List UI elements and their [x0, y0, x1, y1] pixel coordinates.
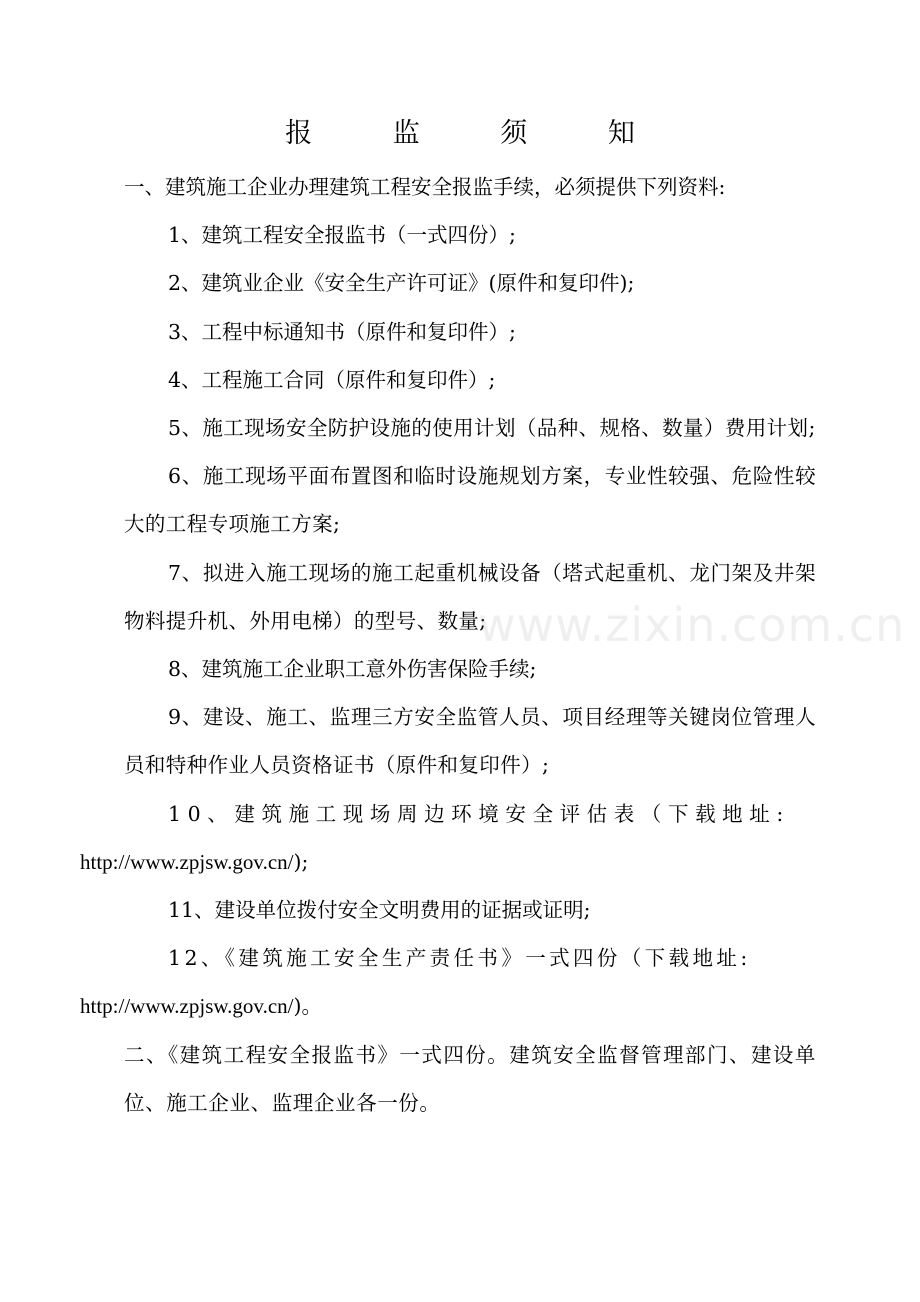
list-item-12-tail: )。 [293, 994, 322, 1019]
list-item-12-url: http://www.zpjsw.gov.cn/ [80, 994, 294, 1019]
section-one-heading: 一、建筑施工企业办理建筑工程安全报监手续，必须提供下列资料: [124, 175, 726, 199]
page-title: 报 监 须 知 [285, 118, 671, 149]
list-item-9: 9、建设、施工、监理三方安全监管人员、项目经理等关键岗位管理人员和特种作业人员资格证书（原件和复印件）; [124, 705, 816, 778]
list-item-10-url: http://www.zpjsw.gov.cn/ [80, 849, 294, 874]
list-item-10 [80, 790, 816, 886]
section-two-heading: 二、《建筑工程安全报监书》一式四份。建筑安全监督管理部门、建设单位、施工企业、监理企业各一份。 [124, 1042, 816, 1115]
list-item-11: 11、建设单位拨付安全文明费用的证据或证明; [168, 898, 591, 923]
list-item-7: 7、拟进入施工现场的施工起重机械设备（塔式起重机、龙门架及井架物料提升机、外用电梯）的型号、数量; [124, 560, 816, 633]
list-item-10-tail: ); [293, 849, 309, 874]
list-item-3: 3、工程中标通知书（原件和复印件）; [168, 319, 516, 344]
list-item-12-text: 12、《建筑施工安全生产责任书》一式四份（下载地址: [168, 946, 751, 971]
document-body [80, 163, 816, 1127]
list-item-4: 4、工程施工合同（原件和复印件）; [168, 367, 496, 392]
list-item-12 [80, 934, 816, 1030]
list-item-1: 1、建筑工程安全报监书（一式四份）; [168, 223, 516, 248]
list-item-2: 2、建筑业企业《安全生产许可证》(原件和复印件); [168, 271, 635, 296]
list-item-6: 6、施工现场平面布置图和临时设施规划方案，专业性较强、危险性较大的工程专项施工方案; [124, 464, 816, 537]
watermark-text: www.zixin.com.cn [478, 598, 906, 652]
list-item-10-text: 10、建筑施工现场周边环境安全评估表（下载地址: [168, 801, 790, 826]
list-item-8: 8、建筑施工企业职工意外伤害保险手续; [168, 657, 537, 682]
list-item-5: 5、施工现场安全防护设施的使用计划（品种、规格、数量）费用计划; [168, 416, 816, 441]
